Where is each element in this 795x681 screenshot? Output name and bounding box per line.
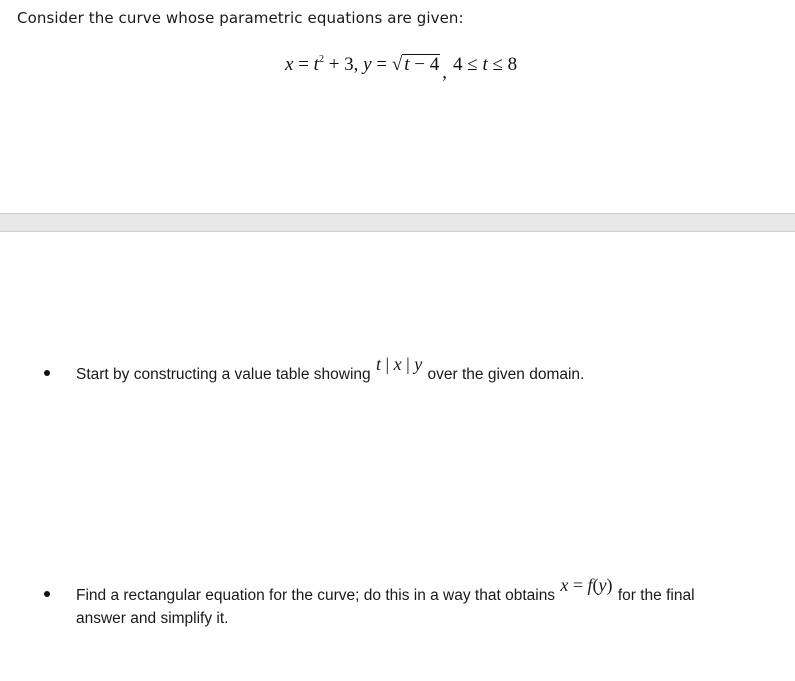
item-1-math-sep1: |	[381, 354, 394, 374]
item-2-before: Find a rectangular equation for the curve; do this in a way that obtains	[76, 587, 556, 604]
item-1-after: over the given domain.	[427, 366, 585, 383]
intro-text: Consider the curve whose parametric equations are given:	[17, 9, 464, 27]
eq-t: t	[313, 54, 319, 75]
radicand-rest: − 4	[409, 54, 440, 75]
item-2-math-eq: =	[568, 575, 588, 595]
domain-var: t	[482, 54, 488, 75]
sqrt-symbol: √	[391, 54, 403, 75]
bullet-1	[44, 370, 50, 376]
eq-equals-2: =	[371, 54, 392, 75]
item-1-math	[376, 354, 422, 374]
domain-left: 4 ≤	[453, 54, 483, 75]
eq-comma: ,	[442, 62, 447, 83]
list-item-2-line-2: answer and simplify it.	[76, 610, 229, 627]
domain-right: ≤ 8	[487, 54, 518, 75]
eq-y: y	[363, 54, 372, 75]
item-1-math-y: y	[414, 354, 423, 374]
radicand-var: t	[404, 54, 410, 75]
item-2-math-f: f	[587, 575, 593, 595]
sqrt-expression	[392, 54, 440, 76]
item-2-math-paren-open: (	[592, 575, 599, 595]
item-1-math-t: t	[375, 354, 381, 374]
radicand	[402, 54, 440, 75]
item-2-math-y: y	[598, 575, 607, 595]
bullet-2	[44, 591, 50, 597]
item-2-math-paren-close: )	[606, 575, 613, 595]
section-divider	[0, 213, 795, 232]
eq-equals-1: =	[293, 54, 314, 75]
item-1-before: Start by constructing a value table showing	[76, 366, 371, 383]
list-item-1	[76, 354, 585, 384]
parametric-equation	[285, 54, 518, 83]
list-item-2	[76, 575, 695, 605]
item-2-math-x: x	[560, 575, 569, 595]
eq-x: x	[285, 54, 294, 75]
item-1-math-sep2: |	[401, 354, 415, 374]
item-1-math-x: x	[393, 354, 402, 374]
eq-exponent: 2	[318, 54, 324, 65]
eq-x-rest: + 3,	[323, 54, 364, 75]
item-2-after: for the final	[617, 587, 695, 604]
item-2-math	[560, 575, 612, 595]
